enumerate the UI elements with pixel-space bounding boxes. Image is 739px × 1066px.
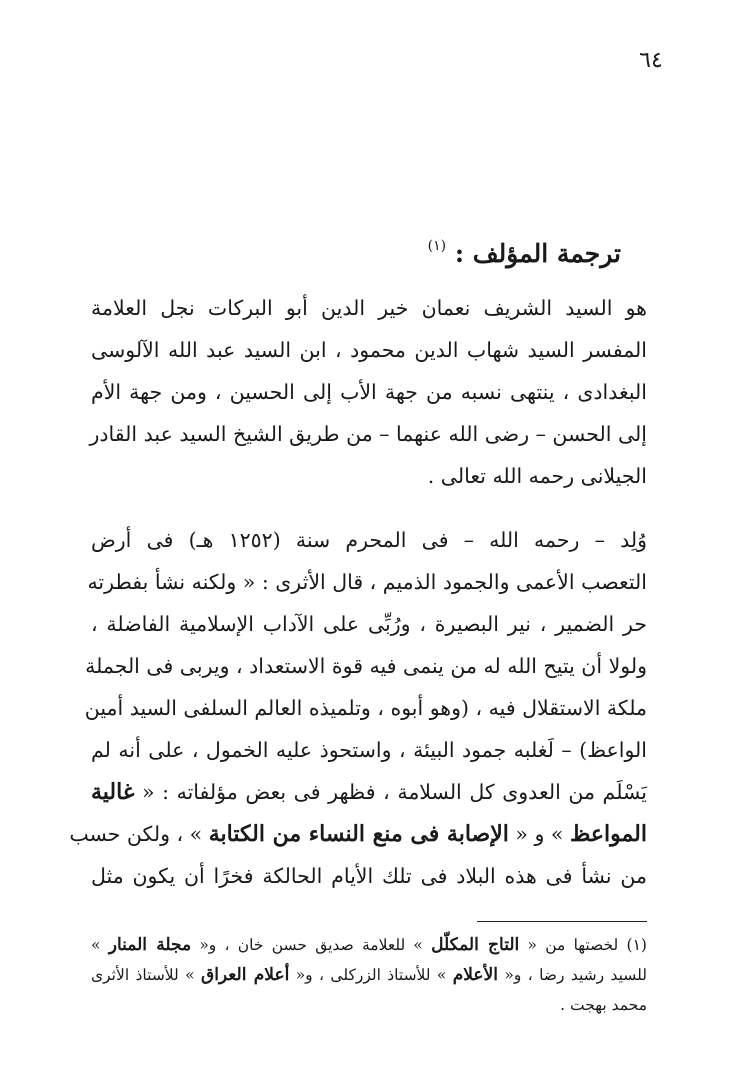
footnote-line	[91, 960, 647, 990]
text-segment: »	[91, 936, 101, 954]
text-line: البغدادى ، ينتهى نسبه من جهة الأب إلى الحسين ، ومن جهة الأم	[91, 380, 647, 404]
text-line: حر الضمير ، نير البصيرة ، ورُبِّى على الآداب الإسلامية الفاضلة ،	[91, 612, 647, 636]
biography-paragraph-1	[91, 287, 647, 497]
text-segment: » ، ولكن حسب	[69, 822, 203, 846]
text-line: ولولا أن يتيح الله له من ينمى فيه قوة الاستعداد ، ويربى فى الجملة	[85, 654, 647, 678]
source-title: أعلام العراق	[201, 965, 290, 985]
text-line: وُلِد – رحمه الله – فى المحرم سنة (١٢٥٢ هـ) فى أرض	[91, 528, 647, 552]
text-segment: » للأستاذ الأثرى	[91, 966, 195, 984]
text-segment: » للعلامة صديق حسن خان ، و«	[199, 936, 423, 954]
text-line: التعصب الأعمى والجمود الذميم ، قال الأثرى : « ولكنه نشأ بفطرته	[87, 570, 647, 594]
book-title-ghaliyat: غالية	[91, 779, 135, 805]
text-segment: » و «	[515, 822, 564, 846]
biography-paragraph-2	[69, 519, 647, 897]
text-line: الجيلانى رحمه الله تعالى .	[427, 464, 647, 488]
text-line: الواعظ) – لَغلبه جمود البيئة ، واستحوذ عليه الخمول ، على أنه لم	[91, 738, 647, 762]
source-title: مجلة المنار	[108, 935, 192, 955]
footnote	[91, 930, 647, 1020]
footnote-line: محمد بهجت .	[560, 996, 647, 1014]
section-heading	[61, 226, 621, 274]
section-title: ترجمة المؤلف :	[454, 239, 621, 268]
source-title: التاج المكلّل	[431, 935, 520, 955]
text-line	[69, 813, 647, 855]
text-line	[91, 771, 647, 813]
text-line: من نشأ فى هذه البلاد فى تلك الأيام الحالكة فخرًا أن يكون مثل	[91, 864, 647, 888]
text-segment: » للأستاذ الزركلى ، و«	[295, 966, 447, 984]
book-title-mawaiz: المواعظ	[569, 821, 647, 847]
text-segment: يَسْلَم من العدوى كل السلامة ، فظهر فى بعض مؤلفاته : «	[141, 780, 647, 804]
text-segment: للسيد رشيد رضا ، و«	[504, 966, 647, 984]
source-title: الأعلام	[452, 965, 498, 985]
footnote-divider	[477, 921, 647, 922]
text-line: هو السيد الشريف نعمان خير الدين أبو البركات نجل العلامة	[91, 296, 647, 320]
text-line: إلى الحسن – رضى الله عنهما – من طريق الشيخ السيد عبد القادر	[89, 422, 647, 446]
text-line: المفسر السيد شهاب الدين محمود ، ابن السيد عبد الله الآلوسى	[91, 338, 647, 362]
page-number: ٦٤	[639, 48, 663, 73]
footnote-line	[91, 930, 647, 960]
text-segment: (١) لخصتها من «	[527, 936, 647, 954]
text-line: ملكة الاستقلال فيه ، (وهو أبوه ، وتلميذه العالم السلفى السيد أمين	[84, 696, 647, 720]
book-title-isaba: الإصابة فى منع النساء من الكتابة	[208, 821, 509, 847]
footnote-reference[interactable]: (١)	[427, 238, 447, 254]
